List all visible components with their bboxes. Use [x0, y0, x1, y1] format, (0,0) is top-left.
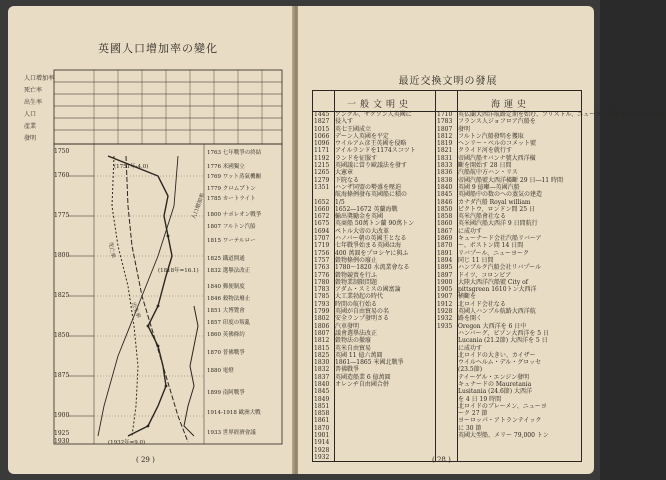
table-year-cell: 1802: [314, 315, 330, 323]
table-event-cell: Oregon 大西洋を 6 日中: [458, 322, 527, 330]
table-year-cell: 1825: [314, 351, 330, 359]
history-note: 1825 鐵道開通: [207, 256, 245, 262]
table-event-cell: [458, 454, 580, 461]
header-label: 死亡率: [24, 87, 43, 94]
table-year-cell: 1870: [437, 242, 453, 250]
table-event-cell: を 4 日 19 時間: [458, 395, 502, 403]
year-label: 1760: [54, 172, 70, 179]
right-page-title: 最近交換文明の發展: [398, 76, 498, 87]
table-event-cell: 英米自由貿易: [335, 344, 372, 352]
table-year-cell: 1870: [314, 424, 330, 432]
chart-annotation: (1932年=9.0): [108, 440, 146, 446]
birth-rate-line: [126, 156, 188, 442]
table-event-cell: Lucania (21.2節) 大西洋を 5 日: [458, 337, 548, 345]
table-event-cell: 1/5: [335, 198, 345, 206]
history-note: 1914-1918 歐洲大戰: [207, 410, 261, 416]
header-label: 發明: [24, 135, 37, 142]
table-year-cell: 1780: [314, 278, 330, 286]
table-year-cell: 1066: [314, 132, 330, 140]
history-note: 1899 南阿戰爭: [207, 390, 245, 396]
table-year-cell: 1707: [314, 235, 330, 243]
table-event-cell: 議會選擧法改正: [335, 329, 378, 337]
table-year-cell: 1837: [314, 373, 330, 381]
table-event-cell: 北ロイドのブレーメン、ニューヨ: [458, 402, 547, 410]
table-event-cell: 1652―1672 英蘭海戰: [335, 205, 398, 213]
year-label: 1775: [54, 212, 70, 219]
table-year-cell: 1799: [314, 308, 330, 316]
chart-annotation: 人口增加率: [191, 192, 207, 221]
table-event-cell: ウイルヘルム・デル・グロッセ: [458, 359, 542, 367]
table-event-cell: 輸出奬勵金を英國: [335, 213, 384, 221]
table-event-cell: [335, 410, 435, 417]
table-event-cell: 穀物法の撤廢: [335, 337, 372, 345]
table-event-cell: ドイツ、コロンビア: [458, 271, 512, 279]
table-event-cell: 下院なる: [335, 176, 360, 184]
table-year-cell: 1914: [314, 439, 330, 447]
year-label: 1900: [54, 412, 70, 419]
table-year-cell: 1807: [437, 125, 453, 133]
table-event-cell: 帝國汽船サバンナ號大西洋橫: [458, 154, 536, 162]
table-year-cell: 1675: [314, 220, 330, 228]
table-year-cell: 1851: [314, 402, 330, 410]
table-event-cell: ハンバーグ、ビゾン大西洋を 5 日: [458, 329, 549, 337]
table-year-cell: 1861: [314, 417, 330, 425]
table-event-cell: ー、ボストン間 14 日間: [458, 242, 524, 250]
table-event-cell: 路を開く: [458, 315, 483, 323]
header-label: 人口增加率: [24, 75, 55, 82]
table-year-cell: 1672: [314, 213, 330, 221]
table-event-cell: [335, 425, 435, 432]
table-year-cell: 1710: [437, 111, 453, 118]
table-year-cell: 1845: [314, 388, 330, 396]
col1-events: [335, 111, 435, 461]
table-event-cell: オレンヂ自由國合併: [335, 380, 389, 388]
page-number: ( 29 ): [136, 456, 155, 464]
history-note: 1763 七年戰爭の終結: [207, 150, 262, 156]
col1-years: [314, 111, 334, 461]
table-year-cell: 1756: [314, 249, 330, 257]
table-year-cell: 1830: [314, 359, 330, 367]
table-event-cell: キュナードの Mauretania: [458, 380, 532, 388]
table-year-cell: 1793: [314, 300, 330, 308]
table-event-cell: [335, 439, 435, 446]
table-event-cell: ウイルアム彦王英國を侵略: [335, 140, 407, 148]
table-year-cell: 1845: [437, 191, 453, 199]
history-note: 1800 ナポレオン戰爭: [207, 212, 262, 218]
table-year-cell: 1905: [437, 286, 453, 294]
table-event-cell: pittsgreen 1610トン大西洋: [458, 286, 537, 294]
table-event-cell: 七年戰爭始まる英國は海: [335, 242, 402, 250]
history-note: 1857 印度の叛亂: [207, 320, 251, 326]
table-year-cell: 1849: [314, 395, 330, 403]
table-year-cell: 1783: [437, 118, 453, 126]
header-label: 人口: [24, 111, 37, 118]
table-year-cell: 1836: [437, 169, 453, 177]
table-col-rule: [435, 91, 436, 461]
table-event-cell: 横斷を: [458, 293, 477, 301]
table-event-cell: ランドを征服す: [335, 154, 378, 162]
table-event-cell: ハノバー朝の英國王となる: [335, 235, 407, 243]
table-year-cell: 1757: [314, 256, 330, 264]
table-year-cell: 1891: [437, 249, 453, 257]
table-event-cell: [335, 447, 435, 454]
table-year-cell: 1894: [437, 256, 453, 264]
year-label: 1850: [54, 332, 70, 339]
table-year-cell: 1833: [437, 162, 453, 170]
table-event-cell: 英國人ハンブル航路大西洋航: [458, 308, 536, 316]
table-year-cell: 1897: [437, 271, 453, 279]
zigzag-line: [184, 306, 198, 436]
table-year-cell: 1776: [314, 271, 330, 279]
table-year-cell: 1812: [314, 337, 330, 345]
history-note: 1880 電燈: [207, 368, 234, 374]
table-event-cell: ヘンリー・ベルのコメット號: [458, 140, 537, 148]
table-event-cell: 英國大型船、メリー 79,000 トン: [458, 432, 549, 440]
table-event-cell: ペトル大帝の大改革: [335, 227, 390, 235]
table-year-cell: 1660: [314, 205, 330, 213]
left-page-title: 英國人口增加率の變化: [98, 42, 218, 55]
table-year-cell: 1171: [314, 147, 330, 155]
table-year-cell: 1652: [314, 198, 330, 206]
year-label: 1925: [54, 430, 70, 437]
table-event-cell: 英米國汽船大西洋 9 日間航行: [458, 220, 538, 228]
chart-annotation: (1818年=16.1): [158, 268, 199, 274]
table-year-cell: 1846: [437, 198, 453, 206]
table-year-cell: 1867: [437, 227, 453, 235]
table-year-cell: 1860: [437, 220, 453, 228]
table-event-cell: テイーゲル・エンジン發明: [458, 373, 530, 381]
table-year-cell: 1832: [314, 366, 330, 374]
table-event-cell: 斷を開始す 28 日間: [458, 162, 512, 170]
table-event-cell: [335, 388, 435, 395]
table-year-cell: 1907: [437, 293, 453, 301]
table-event-cell: 同じ 11 日間: [458, 256, 494, 264]
table-event-cell: 英國船中の数のへの蒸気の建造: [458, 191, 543, 199]
year-label: 1875: [54, 372, 70, 379]
header-label: 產業: [24, 123, 37, 130]
year-label: 1750: [54, 148, 70, 155]
table-year-cell: 1265: [314, 169, 330, 177]
left-page: [8, 6, 294, 474]
table-event-cell: デーン人英國を平定: [335, 132, 389, 140]
table-year-cell: 1895: [437, 264, 453, 272]
history-note: 1769 ワット蒸氣機關: [207, 174, 261, 180]
table-event-cell: 安全ランプ發明さる: [335, 315, 390, 323]
table-event-cell: 英國造船業 6 億萬圓: [335, 373, 391, 381]
chart-annotation: 出生率: [129, 301, 141, 320]
table-year-cell: 1351: [314, 183, 330, 191]
year-label: 1930: [54, 438, 70, 445]
history-note: 1851 大博覽會: [207, 308, 245, 314]
table-event-cell: 1861―1865 米國北戰爭: [335, 359, 404, 367]
table-year-cell: 1900: [437, 278, 453, 286]
history-note: 1815 ワーテルロー: [207, 238, 256, 244]
history-table: [312, 90, 666, 462]
table-year-cell: 1806: [314, 322, 330, 330]
table-year-cell: 1815: [314, 344, 330, 352]
history-note: 1776 米國獨立: [207, 164, 245, 170]
table-event-cell: に成功す: [458, 227, 483, 235]
table-year-cell: 1932: [437, 315, 453, 323]
table-year-cell: 1785: [314, 293, 330, 301]
table-event-cell: 英米汽船會社なる: [458, 213, 507, 221]
table-event-cell: ーク 27 節: [458, 410, 488, 418]
col2-years: [437, 111, 457, 330]
history-note: 1846 穀物法廢止: [207, 296, 251, 302]
table-event-cell: Lusitania (24.6節) 大西洋: [458, 388, 533, 396]
table-year-cell: 1215: [314, 162, 330, 170]
page-number: ( 28 ): [432, 456, 451, 464]
table-year-cell: 1912: [437, 300, 453, 308]
table-event-cell: 航海條例發布英國船に積の: [335, 191, 408, 199]
table-year-cell: 1838: [437, 176, 453, 184]
table-event-cell: フランス人ジョフロア汽船を: [458, 118, 536, 126]
table-year-cell: 1821: [437, 147, 453, 155]
chart-annotation: (1751年-4.0): [114, 164, 149, 170]
table-event-cell: 侵入す: [335, 118, 354, 126]
table-event-cell: ヨーロッパ・アトランテイック: [458, 417, 542, 425]
table-event-cell: 大憲章: [335, 169, 354, 177]
table-event-cell: 時間の航行始る: [335, 300, 378, 308]
chart-annotation: 死亡率: [106, 241, 116, 259]
table-event-cell: クライド河を就行す: [458, 147, 512, 155]
table-event-cell: 穀物業制限問題: [335, 278, 378, 286]
table-event-cell: [335, 417, 435, 424]
history-note: 1933 世界經濟會議: [207, 430, 256, 436]
table-year-cell: 1096: [314, 140, 330, 148]
table-year-cell: 1935: [437, 322, 453, 330]
table-event-cell: 大工業勃起の時代: [335, 293, 384, 301]
table-event-cell: カナダ汽船 Royal william: [458, 198, 531, 206]
table-event-cell: 英商船 50萬トン蘭 90萬トン: [335, 220, 415, 228]
table-event-cell: [335, 403, 435, 410]
table-event-cell: 北ロイドの大きい、カイザー: [458, 351, 536, 359]
table-year-cell: 1445: [314, 111, 330, 118]
table-event-cell: 北ロイド会社なる: [458, 300, 506, 308]
table-year-cell: 1869: [437, 235, 453, 243]
table-year-cell: 1719: [314, 242, 330, 250]
table-event-cell: 英七王國成立: [335, 125, 372, 133]
table-year-cell: 1783: [314, 286, 330, 294]
table-event-cell: ハンザ同盟の勢盛を壓迫: [335, 183, 402, 191]
table-event-cell: に成功す: [458, 344, 483, 352]
table-year-cell: [314, 191, 334, 198]
table-year-cell: 1901: [314, 432, 330, 440]
table-event-cell: [458, 439, 580, 446]
table-year-cell: 1831: [437, 154, 453, 162]
table-event-cell: に 30 節: [458, 424, 482, 432]
col2-header: 海運史: [491, 100, 531, 110]
table-year-cell: 1015: [314, 125, 330, 133]
table-year-cell: 1840: [314, 380, 330, 388]
table-event-cell: 大陸大西洋汽船號 City of: [458, 278, 528, 286]
table-event-cell: ハンブルク汽船会社リバプール: [458, 264, 542, 272]
table-year-cell: 1819: [437, 140, 453, 148]
table-event-cell: 汽車發明: [335, 322, 360, 330]
table-event-cell: [335, 432, 435, 439]
table-event-cell: 400 萬圓をプロシヤに與ふ: [335, 249, 409, 257]
col2-events: [458, 111, 666, 461]
year-label: 1800: [54, 252, 70, 259]
col1-header: 一般文明史: [347, 100, 413, 110]
table-event-cell: アダム・スミスの國富論: [335, 286, 401, 294]
table-year-cell: 1192: [314, 154, 330, 162]
history-note: 1779 クロムプトン: [207, 186, 256, 192]
history-note: 1870 普佛戰爭: [207, 350, 245, 356]
table-event-cell: アングル、サクソン人英國に: [335, 111, 412, 118]
table-event-cell: 英仏蘭大西洋航路定期を始む、ブリストル、ニューヨーク間 50 日要す 28 日: [458, 111, 666, 118]
table-year-cell: 1858: [437, 213, 453, 221]
table-event-cell: 普佛戰爭: [335, 366, 360, 374]
table-year-cell: 1827: [314, 118, 330, 126]
table-event-cell: フルトン汽船發明を獲取: [458, 132, 524, 140]
table-event-cell: 英國 9 億噸―英國汽船: [458, 183, 520, 191]
table-event-cell: [335, 454, 435, 461]
year-label: 1825: [54, 292, 70, 299]
table-event-cell: (23.5節): [458, 366, 483, 374]
table-year-cell: 1928: [437, 308, 453, 316]
right-page: [298, 6, 666, 474]
table-event-cell: キューナード会社汽船リバーア: [458, 235, 542, 243]
table-event-cell: リバプール、ニューヨーク: [458, 249, 530, 257]
table-event-cell: アイルランドを1174スコツト: [335, 147, 416, 155]
table-event-cell: 英國 11 億六萬圓: [335, 351, 383, 359]
table-event-cell: 帝國汽船號大西洋橫斷 29 日―11 時間: [458, 176, 563, 184]
table-year-cell: 1812: [437, 132, 453, 140]
table-year-cell: 1840: [437, 183, 453, 191]
table-event-cell: 發明: [458, 125, 471, 133]
table-event-cell: 英國議に當り歐議法を發す: [335, 162, 408, 170]
history-note: 1785 カートライト: [207, 196, 256, 202]
table-event-cell: 穀物條例の廢止: [335, 256, 378, 264]
table-year-cell: 1807: [314, 329, 330, 337]
table-event-cell: [458, 447, 580, 454]
history-note: 1860 英佛條約: [207, 332, 245, 338]
table-event-cell: 英國が自由貿易の名: [335, 308, 390, 316]
table-year-cell: 1928: [314, 446, 330, 454]
table-event-cell: 汽船航中方ハン・リス: [458, 169, 518, 177]
history-note: 1807 フルトン汽船: [207, 224, 256, 230]
history-note: 1832 選擧法改正: [207, 268, 251, 274]
table-year-cell: 1858: [314, 410, 330, 418]
table-year-cell: 1932: [314, 453, 330, 461]
header-label: 出生率: [24, 99, 43, 106]
table-year-cell: 1763: [314, 264, 330, 272]
table-event-cell: [335, 396, 435, 403]
table-year-cell: 1279: [314, 176, 330, 184]
table-year-cell: 1850: [437, 205, 453, 213]
history-note: 1840 郵便制度: [207, 284, 245, 290]
table-year-cell: 1694: [314, 227, 330, 235]
table-event-cell: ピクトウ、ロンドン間 25 日: [458, 205, 535, 213]
table-event-cell: 穀物競賣を行ふ: [335, 271, 378, 279]
table-event-cell: 1780～1820 水流業會なる: [335, 264, 410, 272]
